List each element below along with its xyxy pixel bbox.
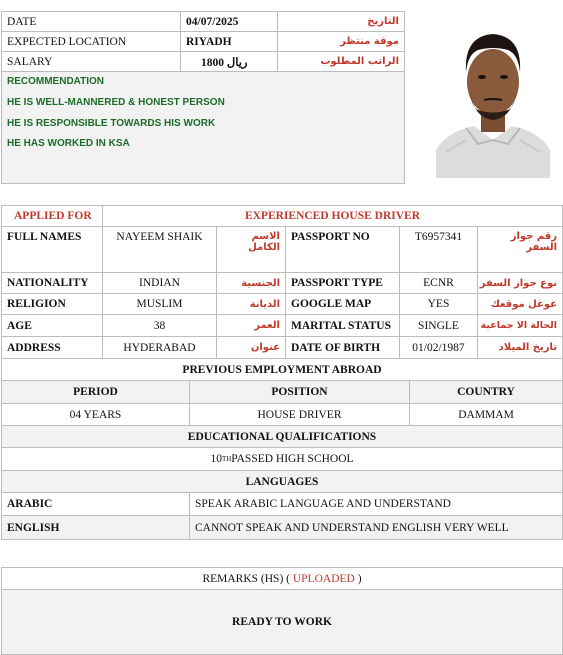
language-name: ARABIC (1, 492, 190, 516)
recommendation-line: HE IS RESPONSIBLE TOWARDS HIS WORK (7, 118, 216, 129)
date-value: 04/07/2025 (180, 11, 278, 32)
employment-country-value: DAMMAM (409, 403, 563, 426)
address-value: HYDERABAD (102, 336, 217, 359)
location-arabic-label: موقة منتظر (277, 31, 405, 52)
education-title: EDUCATIONAL QUALIFICATIONS (1, 425, 563, 448)
date-of-birth-arabic-label: تاريخ الميلاد (477, 336, 563, 359)
employment-position-value: HOUSE DRIVER (189, 403, 410, 426)
location-label: EXPECTED LOCATION (1, 31, 181, 52)
employment-header-country: COUNTRY (409, 380, 563, 404)
salary-label: SALARY (1, 51, 181, 72)
passport-no-label: PASSPORT NO (285, 226, 400, 273)
age-label: AGE (1, 314, 103, 337)
candidate-photo (436, 22, 550, 178)
remarks-status: UPLOADED (292, 572, 355, 585)
marital-status-value: SINGLE (399, 314, 478, 337)
employment-header-period: PERIOD (1, 380, 190, 404)
language-description: CANNOT SPEAK AND UNDERSTAND ENGLISH VERY WELL (189, 515, 563, 540)
religion-arabic-label: الديانة (216, 293, 286, 315)
recommendation-line: HE HAS WORKED IN KSA (7, 138, 130, 149)
language-description: SPEAK ARABIC LANGUAGE AND UNDERSTAND (189, 492, 563, 516)
recommendation-title: RECOMMENDATION (7, 76, 105, 87)
google-map-arabic-label: غوغل موقعك (477, 293, 563, 315)
passport-no-value: T6957341 (399, 226, 478, 273)
marital-status-arabic-label: الحالة الا جماعية (477, 314, 563, 337)
passport-type-value: ECNR (399, 272, 478, 294)
portrait-image (436, 22, 550, 178)
passport-type-arabic-label: نوع جواز السفر (477, 272, 563, 294)
location-value: RIYADH (180, 31, 278, 52)
remarks-message: READY TO WORK (1, 589, 563, 655)
salary-arabic-label: الراتب المطلوب (277, 51, 405, 72)
nationality-label: NATIONALITY (1, 272, 103, 294)
religion-value: MUSLIM (102, 293, 217, 315)
google-map-value: YES (399, 293, 478, 315)
address-label: ADDRESS (1, 336, 103, 359)
employment-title: PREVIOUS EMPLOYMENT ABROAD (1, 358, 563, 381)
recommendation-box (1, 71, 405, 184)
employment-period-value: 04 YEARS (1, 403, 190, 426)
date-arabic-label: التاريخ (277, 11, 405, 32)
address-arabic-label: عنوان (216, 336, 286, 359)
marital-status-label: MARITAL STATUS (285, 314, 400, 337)
passport-no-arabic-label: رقم جواز السفر (477, 226, 563, 273)
date-label: DATE (1, 11, 181, 32)
age-arabic-label: العمر (216, 314, 286, 337)
full-names-value: NAYEEM SHAIK (102, 226, 217, 273)
full-names-arabic-label: الاسم الكامل (216, 226, 286, 273)
nationality-value: INDIAN (102, 272, 217, 294)
google-map-label: GOOGLE MAP (285, 293, 400, 315)
recommendation-line: HE IS WELL-MANNERED & HONEST PERSON (7, 97, 225, 108)
age-value: 38 (102, 314, 217, 337)
applied-for-label: APPLIED FOR (1, 205, 103, 227)
passport-type-label: PASSPORT TYPE (285, 272, 400, 294)
nationality-arabic-label: الجنسية (216, 272, 286, 294)
religion-label: RELIGION (1, 293, 103, 315)
languages-title: LANGUAGES (1, 470, 563, 493)
employment-header-position: POSITION (189, 380, 410, 404)
language-name: ENGLISH (1, 515, 190, 540)
remarks-header: REMARKS (HS) ( UPLOADED ) (1, 567, 563, 590)
date-of-birth-label: DATE OF BIRTH (285, 336, 400, 359)
full-names-label: FULL NAMES (1, 226, 103, 273)
date-of-birth-value: 01/02/1987 (399, 336, 478, 359)
education-value: 10 TH PASSED HIGH SCHOOL (1, 447, 563, 471)
applied-for-value: EXPERIENCED HOUSE DRIVER (102, 205, 563, 227)
salary-value: 1800 ريال (180, 51, 278, 72)
